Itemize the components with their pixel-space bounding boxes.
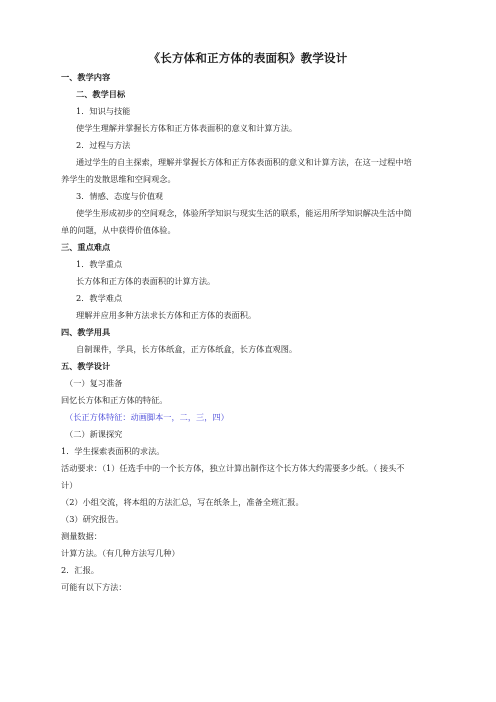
section-heading-content: 一、教学内容 [61,72,111,82]
paragraph-line: 1．知识与技能 [76,106,131,116]
paragraph-line: 使学生形成初步的空间观念，体验所学知识与现实生活的联系，能运用所学知识解决生活中简 [76,208,412,218]
document-title: 《长方体和正方体的表面积》教学设计 [148,51,348,65]
section-heading-objectives: 二、教学目标 [76,89,126,99]
paragraph-line: 可能有以下方法： [61,582,127,592]
paragraph-line: 1．学生探索表面积的求法。 [61,446,165,456]
paragraph-line: 使学生理解并掌握长方体和正方体表面积的意义和计算方法。 [76,123,298,133]
section-heading-design: 五、教学设计 [61,361,111,371]
paragraph-line: （2）小组交流，将本组的方法汇总，写在纸条上，准备全班汇报。 [61,497,304,507]
paragraph-line: 2．教学难点 [76,293,123,303]
paragraph-line: （一）复习准备 [65,378,123,388]
paragraph-line: 计算方法。（有几种方法写几种） [61,548,180,558]
animation-note: （长正方体特征：动画脚本一，二，三，四） [65,412,229,422]
paragraph-line: （二）新课探究 [65,429,123,439]
paragraph-line: 1．教学重点 [76,259,123,269]
paragraph-line: 2．汇报。 [61,565,99,575]
paragraph-line: 2．过程与方法 [76,140,131,150]
paragraph-line: 3．情感、态度与价值观 [76,191,164,201]
paragraph-line: 单的问题，从中获得价值体验。 [61,225,176,235]
paragraph-line: 理解并应用多种方法求长方体和正方体的表面积。 [76,310,257,320]
paragraph-line: 计） [61,480,78,490]
paragraph-line: 回忆长方体和正方体的特征。 [61,395,168,405]
paragraph-line: 自制课件，学具，长方体纸盒，正方体纸盒，长方体直观图。 [76,344,298,354]
section-heading-tools: 四、教学用具 [61,327,111,337]
paragraph-line: 长方体和正方体的表面积的计算方法。 [76,276,216,286]
paragraph-line: 通过学生的自主探索，理解并掌握长方体和正方体表面积的意义和计算方法，在这一过程中培 [76,157,412,167]
section-heading-key-points: 三、重点难点 [61,242,111,252]
paragraph-line: 测量数据： [61,531,102,541]
paragraph-line: 养学生的发散思维和空间观念。 [61,174,176,184]
paragraph-line: （3）研究报告。 [61,514,124,524]
paragraph-line: 活动要求：（1）任选手中的一个长方体，独立计算出制作这个长方体大约需要多少纸。（ 接头不 [61,463,405,473]
